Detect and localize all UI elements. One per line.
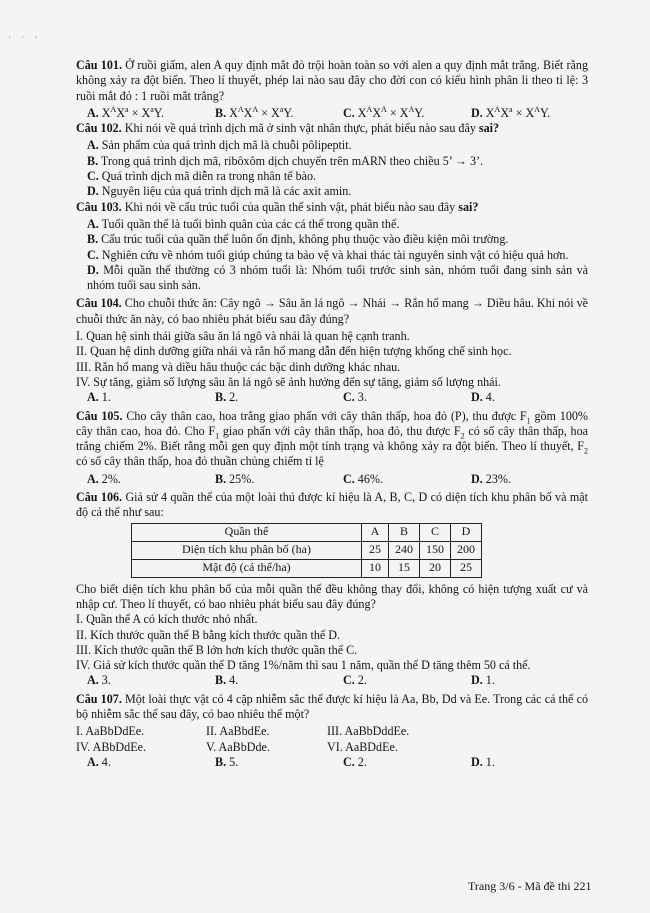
- question-103: Câu 103. Khi nói về cấu trúc tuổi của quần thể sinh vật, phát biểu nào sau đây sai?: [76, 199, 479, 214]
- table-cell: 150: [420, 541, 451, 559]
- list-item: III. AaBbDddEe.: [327, 724, 410, 739]
- question-number: Câu 104.: [76, 296, 122, 311]
- option-a[interactable]: A. 2%.: [87, 471, 121, 486]
- option-a[interactable]: A. 1.: [87, 390, 111, 405]
- question-number: Câu 101.: [76, 58, 122, 72]
- table-row: [132, 559, 482, 577]
- page-footer: Trang 3/6 - Mã đề thi 221: [468, 879, 592, 893]
- option-c[interactable]: C. Nghiên cứu về nhóm tuổi giúp chúng ta bảo vệ và khai thác tài nguyên sinh vật có hiệu quả hơn.: [87, 247, 569, 262]
- question-text: Khi nói về cấu trúc tuổi của quần thể sinh vật, phát biểu nào sau đây: [121, 199, 459, 214]
- statement: I. Quần thể A có kích thước nhỏ nhất.: [76, 612, 258, 627]
- table-header-row: [132, 523, 482, 541]
- option-d[interactable]: D. 1.: [471, 673, 495, 688]
- question-number: Câu 103.: [76, 199, 122, 214]
- option-c[interactable]: C. 3.: [343, 390, 367, 405]
- question-text: Giả sử 4 quần thể của một loài thú được kí hiệu là A, B, C, D có diện tích khu phân bố và mật độ cá thể như sau:: [76, 490, 588, 520]
- question-105: [76, 409, 588, 470]
- q103-options: [76, 217, 588, 293]
- table-cell: B: [389, 523, 420, 541]
- statement: III. Kích thước quần thể B lớn hơn kích thước quần thể C.: [76, 642, 358, 657]
- population-table: [131, 523, 482, 578]
- table-cell: A: [362, 523, 389, 541]
- q101-options: [76, 106, 588, 121]
- list-item: I. AaBbDdEe.: [76, 724, 145, 739]
- table-cell: 25: [362, 541, 389, 559]
- question-text: Cho cây thân cao, hoa trắng giao phấn với cây thân thấp, hoa đỏ (P), thu được $F_1$ gồm 100% cây thân cao, hoa đỏ. Cho $F_1$ giao phấn với cây thân thấp, hoa đỏ, thu được $F_2$ có số cây thân thấp, hoa trắng chiếm 2%. Biết rằng mỗi gen quy định một tính trạng và không xảy ra đột biến. Theo lí thuyết, $F_2$ có số cây thân thấp, hoa đỏ thuần chủng chiếm tỉ lệ: [76, 408, 588, 469]
- q104-options: [76, 390, 588, 405]
- list-item: II. AaBbdEe.: [206, 724, 270, 739]
- option-c[interactable]: C. Quá trình dịch mã diễn ra trong nhân tế bào.: [87, 169, 317, 184]
- option-c[interactable]: C. 46%.: [343, 471, 383, 486]
- statement: II. Kích thước quần thể B bằng kích thước quần thể D.: [76, 627, 341, 642]
- question-106: [76, 490, 588, 521]
- option-d[interactable]: D. 4.: [471, 390, 495, 405]
- table-cell: D: [451, 523, 482, 541]
- table-row: [132, 541, 482, 559]
- question-text: Một loài thực vật có 4 cặp nhiễm sắc thể được kí hiệu là Aa, Bb, Dd và Ee. Trong các cá thể có bộ nhiễm sắc thể sau đây, có bao nhiêu thể một?: [76, 691, 588, 721]
- table-cell: 200: [451, 541, 482, 559]
- q106-options: [76, 673, 588, 688]
- option-a[interactable]: A. $X^AX^a \times X^aY$.: [87, 104, 164, 120]
- option-c[interactable]: C. 2.: [343, 673, 367, 688]
- exam-page: [76, 58, 588, 770]
- q107-items-row-2: [76, 740, 588, 755]
- option-a[interactable]: A. 3.: [87, 673, 111, 688]
- question-text-continued: Cho biết diện tích khu phân bố của mỗi quần thể đều không thay đổi, không có hiện tượng xuất cư và nhập cư. Theo lí thuyết, có bao nhiêu phát biểu sau đây đúng?: [76, 581, 588, 611]
- scan-specks: · · ·: [8, 32, 42, 42]
- q105-options: [76, 472, 588, 487]
- option-b[interactable]: B. 25%.: [215, 471, 255, 486]
- option-a[interactable]: A. 4.: [87, 754, 111, 769]
- question-text: Cho chuỗi thức ăn: Cây ngô → Sâu ăn lá ngô → Nhái → Rắn hổ mang → Diều hâu. Khi nói về chuỗi thức ăn này, có bao nhiêu phát biểu sau đây đúng?: [76, 296, 589, 326]
- option-b[interactable]: B. 2.: [215, 390, 239, 405]
- option-b[interactable]: B. 4.: [215, 673, 239, 688]
- option-c[interactable]: C. 2.: [343, 754, 367, 769]
- question-104: [76, 296, 588, 327]
- statement: II. Quan hệ dinh dưỡng giữa nhái và rắn hổ mang dẫn đến hiện tượng khống chế sinh học.: [76, 344, 512, 359]
- q104-statements: [76, 329, 588, 390]
- statement: IV. Giả sử kích thước quần thể D tăng 1%/năm thì sau 1 năm, quần thể D tăng thêm 50 cá thể.: [76, 658, 531, 673]
- table-cell: Diện tích khu phân bố (ha): [132, 541, 362, 559]
- question-text: Khi nói về quá trình dịch mã ở sinh vật nhân thực, phát biểu nào sau đây: [121, 121, 479, 136]
- option-b[interactable]: B. 5.: [215, 754, 239, 769]
- question-number: Câu 102.: [76, 121, 122, 136]
- table-cell: C: [420, 523, 451, 541]
- list-item: VI. AaBDdEe.: [327, 739, 398, 754]
- list-item: V. AaBbDde.: [206, 739, 270, 754]
- list-item: IV. ABbDdEe.: [76, 739, 146, 754]
- option-c[interactable]: C. $X^AX^A \times X^AY$.: [343, 104, 425, 120]
- statement: I. Quan hệ sinh thái giữa sâu ăn lá ngô và nhái là quan hệ cạnh tranh.: [76, 329, 410, 344]
- table-cell: Quần thể: [132, 523, 362, 541]
- q107-options: [76, 755, 588, 770]
- q102-options: [76, 138, 588, 199]
- question-number: Câu 107.: [76, 691, 122, 706]
- table-cell: 15: [389, 559, 420, 577]
- option-d[interactable]: D. Nguyên liệu của quá trình dịch mã là các axit amin.: [87, 184, 352, 199]
- option-d[interactable]: D. 1.: [471, 754, 495, 769]
- option-d[interactable]: D. $X^AX^a \times X^AY$.: [471, 104, 551, 120]
- option-b[interactable]: B. Trong quá trình dịch mã, ribôxôm dịch chuyển trên mARN theo chiều 5’ → 3’.: [87, 153, 484, 168]
- table-cell: 20: [420, 559, 451, 577]
- question-107: [76, 692, 588, 723]
- question-number: Câu 105.: [76, 408, 123, 423]
- statement: IV. Sự tăng, giảm số lượng sâu ăn lá ngô sẽ ảnh hưởng đến sự tăng, giảm số lượng nhái.: [76, 374, 501, 389]
- table-cell: 10: [362, 559, 389, 577]
- question-emphasis: sai: [478, 121, 494, 136]
- table-cell: 240: [389, 541, 420, 559]
- q107-items-row-1: [76, 724, 588, 739]
- question-102: Câu 102. Khi nói về quá trình dịch mã ở sinh vật nhân thực, phát biểu nào sau đây sai?: [76, 121, 500, 136]
- q106-statements: [76, 612, 588, 673]
- question-text: Ở ruồi giấm, alen A quy định mắt đỏ trội hoàn toàn so với alen a quy định mắt trắng. Biết rằng không xảy ra đột biến. Theo lí thuyết, phép lai nào sau đây cho đời con có kiểu hình phân li theo tỉ lệ: 3 ruồi mắt đỏ : 1 ruồi mắt trắng?: [76, 58, 588, 103]
- option-b[interactable]: B. Cấu trúc tuổi của quần thể luôn ổn định, không phụ thuộc vào điều kiện môi trường.: [87, 232, 509, 247]
- option-a[interactable]: A. Tuổi quần thể là tuổi bình quân của các cá thể trong quần thể.: [87, 216, 400, 231]
- option-a[interactable]: A. Sản phẩm của quá trình dịch mã là chuỗi pôlipeptit.: [87, 138, 352, 153]
- statement: III. Rắn hổ mang và diều hâu thuộc các bậc dinh dưỡng khác nhau.: [76, 359, 401, 374]
- option-d[interactable]: D. 23%.: [471, 471, 511, 486]
- option-d[interactable]: D. Mỗi quần thể thường có 3 nhóm tuổi là: Nhóm tuổi trước sinh sản, nhóm tuổi đang sinh sản và nhóm tuổi sau sinh sản.: [87, 262, 588, 293]
- table-cell: 25: [451, 559, 482, 577]
- option-b[interactable]: B. $X^AX^A \times X^aY$.: [215, 104, 294, 120]
- question-number: Câu 106.: [76, 490, 123, 505]
- question-emphasis: sai: [458, 199, 473, 214]
- table-cell: Mật độ (cá thể/ha): [132, 559, 362, 577]
- question-101: [76, 58, 588, 104]
